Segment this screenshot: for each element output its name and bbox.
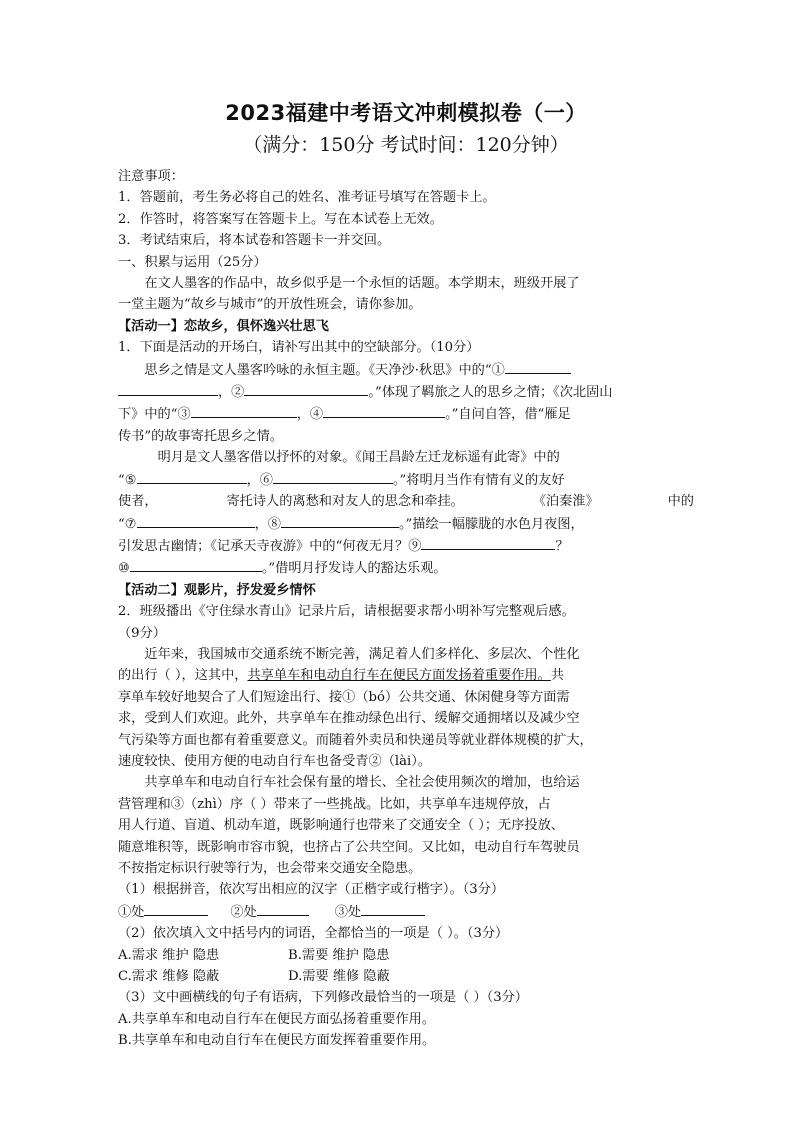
answer-blank-7[interactable]: [137, 513, 255, 528]
question-2-score: （9分）: [118, 625, 166, 641]
notice-item: 3．考试结束后，将本试卷和答题卡一并交回。: [118, 233, 391, 249]
text-line: 随意堆积等，既影响市容市貌，也挤占了公共空间。又比如，电动自行车驾驶员: [118, 839, 580, 855]
text-line: 用人行道、盲道、机动车道，既影响通行也带来了交通安全（ ）；无序投放、: [118, 818, 564, 834]
section-intro: 在文人墨客的作品中，故乡似乎是一个永恒的话题。本学期末，班级开展了: [144, 276, 580, 292]
text-line: 明月是文人墨客借以抒怀的对象。《闻王昌龄左迁龙标遥有此寄》中的: [157, 450, 560, 466]
text-line: 传书”的故事寄托思乡之情。: [118, 428, 283, 444]
fill-line: [118, 469, 694, 491]
text-line: 不按指定标识行驶等行为，也会带来交通安全隐患。: [118, 861, 422, 876]
underlined-sentence: 共享单车和电动自行车在便民方面发扬着重要作用。: [247, 668, 551, 684]
text-line: 近年来，我国城市交通系统不断完善，满足着人们多样化、多层次、个性化: [144, 646, 580, 662]
text: ，⑧: [254, 516, 281, 532]
notice-item: 1．答题前，考生务必将自己的姓名、准考证号填写在答题卡上。: [118, 190, 496, 206]
text: ，⑥: [246, 472, 273, 488]
text-line: 速度较快、使用方便的电动自行车也备受青②（lài）。: [118, 753, 432, 769]
text: “⑦: [118, 516, 137, 532]
answer-blank-pinyin-2[interactable]: [257, 901, 309, 916]
text: 。”借明月抒发诗人的豁达乐观。: [261, 561, 447, 577]
answer-blank-pinyin-3[interactable]: [361, 901, 425, 916]
text: 的出行（ ），这其中，: [118, 668, 248, 684]
question-1: 1．下面是活动的开场白，请补写出其中的空缺部分。（10分）: [118, 340, 480, 356]
text: 《泊秦淮》: [532, 494, 599, 510]
activity-heading: 【活动二】观影片，抒发爱乡情怀: [118, 582, 316, 598]
text: 。”将明月当作有情有义的友好: [392, 472, 565, 488]
option-d[interactable]: D.需要 维修 隐蔽: [288, 969, 390, 985]
notice-heading: 注意事项：: [118, 169, 184, 184]
answer-line: [118, 901, 694, 923]
sub-question-2: （2）依次填入文中括号内的词语，全都恰当的一项是（ ）。（3分）: [118, 926, 509, 942]
question-2: 2．班级播出《守住绿水青山》记录片后，请根据要求帮小明补写完整观后感。: [118, 604, 575, 620]
text: ，④: [296, 407, 324, 423]
text: 中的: [667, 494, 694, 510]
answer-blank-2[interactable]: [244, 381, 368, 396]
fill-line: [118, 513, 694, 535]
answer-blank-3[interactable]: [191, 403, 297, 418]
fill-line: [118, 359, 694, 381]
text: 下》中的“③: [118, 407, 191, 423]
answer-blank-10[interactable]: [130, 557, 262, 572]
sub-question-3: （3）文中画横线的句子有语病，下列修改最恰当的一项是（ ）（3分）: [118, 990, 528, 1006]
activity-heading: 【活动一】恋故乡，俱怀逸兴壮思飞: [118, 318, 329, 334]
option-b[interactable]: B.共享单车和电动自行车在便民方面发挥着重要作用。: [118, 1033, 436, 1049]
option-b[interactable]: B.需要 维护 隐患: [288, 947, 390, 963]
text: 共: [550, 668, 564, 684]
answer-blank-9[interactable]: [421, 535, 555, 550]
answer-blank-4[interactable]: [323, 403, 445, 418]
text: 思乡之情是文人墨客吟咏的永恒主题。《天净沙·秋思》中的“①: [144, 362, 505, 378]
option-row: [118, 945, 694, 966]
text: ⑩: [118, 561, 130, 577]
fill-line: [118, 535, 694, 557]
text: ①处: [118, 904, 145, 920]
option-row: [118, 966, 694, 987]
section-intro: 一堂主题为“故乡与城市”的开放性班会，请你参加。: [118, 297, 422, 313]
text: 使者，: [118, 494, 158, 510]
text-line: 气污染等方面也都有着重要意义。而随着外卖员和快递员等就业群体规模的扩大，: [118, 732, 593, 748]
text: 。”描绘一幅朦胧的水色月夜图，: [398, 516, 584, 532]
text-line: [118, 665, 694, 686]
answer-blank-5[interactable]: [137, 469, 247, 484]
text: ②处: [230, 904, 257, 920]
answer-blank-1-cont[interactable]: [118, 381, 218, 396]
text: ③处: [334, 904, 362, 920]
text: 寄托诗人的离愁和对友人的思念和牵挂。: [226, 494, 464, 510]
text-line: 享单车较好地契合了人们短途出行、接①（bó）公共交通、休闲健身等方面需: [118, 689, 570, 705]
text: 引发思古幽情；《记承天寺夜游》中的“何夜无月？⑨: [118, 538, 422, 554]
fill-line: [118, 403, 694, 425]
text: 。”体现了羁旅之人的思乡之情；《次北固山: [368, 385, 613, 401]
fill-line: [118, 557, 694, 579]
option-a[interactable]: A.需求 维护 隐患: [118, 947, 220, 963]
sub-question-1: （1）根据拼音，依次写出相应的汉字（正楷字或行楷字）。（3分）: [118, 882, 505, 898]
page-subtitle: （满分：150分 考试时间：120分钟）: [243, 134, 569, 156]
option-a[interactable]: A.共享单车和电动自行车在便民方面弘扬着重要作用。: [118, 1011, 436, 1027]
text: 。”自问自答，借“雁足: [445, 407, 571, 423]
text-line: 共享单车和电动自行车社会保有量的增长、全社会使用频次的增加，也给运: [144, 775, 580, 791]
notice-item: 2．作答时，将答案写在答题卡上。写在本试卷上无效。: [118, 211, 443, 227]
page-title: 2023福建中考语文冲刺模拟卷（一）: [225, 101, 587, 125]
answer-blank-1[interactable]: [505, 359, 571, 374]
section-heading: 一、积累与运用（25分）: [118, 254, 267, 270]
answer-blank-pinyin-1[interactable]: [144, 901, 208, 916]
text-line: 营管理和③（zhì）序（ ）带来了一些挑战。比如，共享单车违规停放，占: [118, 796, 551, 812]
text: ？: [555, 538, 569, 554]
fill-line: [118, 381, 694, 403]
text-line: 求，受到人们欢迎。此外，共享单车在推动绿色出行、缓解交通拥堵以及减少空: [118, 711, 580, 727]
answer-blank-8[interactable]: [281, 513, 399, 528]
option-c[interactable]: C.需求 维修 隐蔽: [118, 969, 220, 985]
answer-blank-6[interactable]: [273, 469, 393, 484]
text-line: [118, 491, 694, 512]
text: “⑤: [118, 472, 137, 488]
text: ，②: [218, 385, 245, 401]
